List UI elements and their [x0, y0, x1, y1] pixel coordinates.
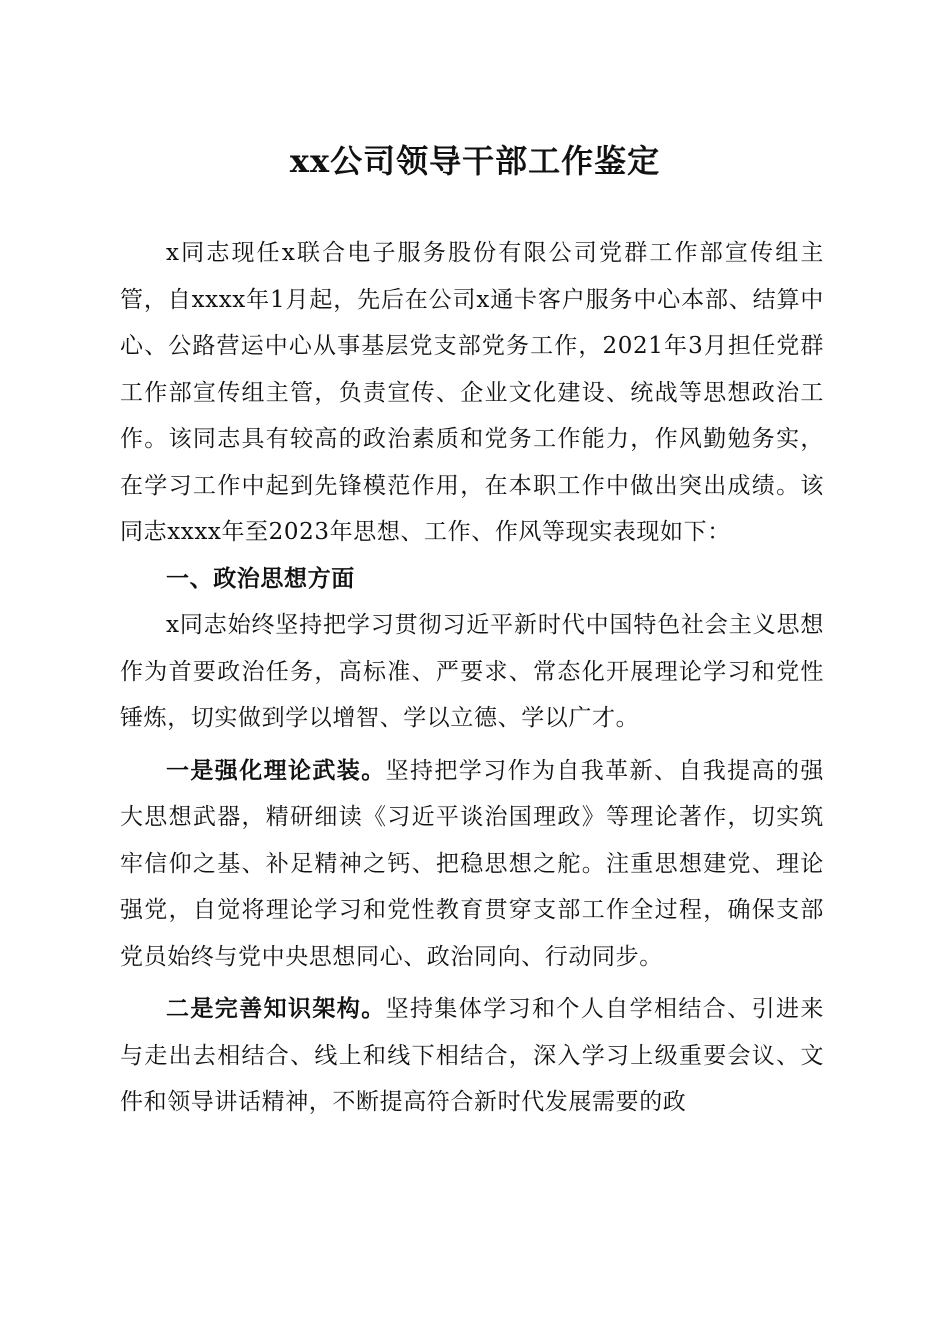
point-lead-knowledge: 二是完善知识架构。: [166, 995, 386, 1022]
point-paragraph-theory: [120, 748, 824, 981]
section-summary-paragraph: x同志始终坚持把学习贯彻习近平新时代中国特色社会主义思想作为首要政治任务，高标准、严要求、常态化开展理论学习和党性锤炼，切实做到学以增智、学以立德、学以广才。: [120, 612, 824, 731]
point-text-knowledge: 坚持集体学习和个人自学相结合、引进来与走出去相结合、线上和线下相结合，深入学习上级重要会议、文件和领导讲话精神，不断提高符合新时代发展需要的政: [120, 996, 824, 1115]
intro-paragraph: x同志现任x联合电子服务股份有限公司党群工作部宣传组主管，自xxxx年1月起，先后在公司x通卡客户服务中心本部、结算中心、公路营运中心从事基层党支部党务工作，2021年3月担任党群工作部宣传组主管，负责宣传、企业文化建设、统战等思想政治工作。该同志具有较高的政治素质和党务工作能力，作风勤勉务实，在学习工作中起到先锋模范作用，在本职工作中做出突出成绩。该同志xxxx年至2023年思想、工作、作风等现实表现如下：: [120, 240, 824, 545]
point-lead-theory: 一是强化理论武装。: [166, 756, 386, 784]
point-paragraph-knowledge: [120, 986, 824, 1126]
document-body: [120, 230, 824, 1126]
section-heading-political: 一、政治思想方面: [166, 565, 355, 592]
document-title: xx公司领导干部工作鉴定: [289, 142, 661, 180]
point-text-theory: 坚持把学习作为自我革新、自我提高的强大思想武器，精研细读《习近平谈治国理政》等理论著作，切实筑牢信仰之基、补足精神之钙、把稳思想之舵。注重思想建党、理论强党，自觉将理论学习和党性教育贯穿支部工作全过程，确保支部党员始终与党中央思想同心、政治同向、行动同步。: [120, 757, 824, 970]
